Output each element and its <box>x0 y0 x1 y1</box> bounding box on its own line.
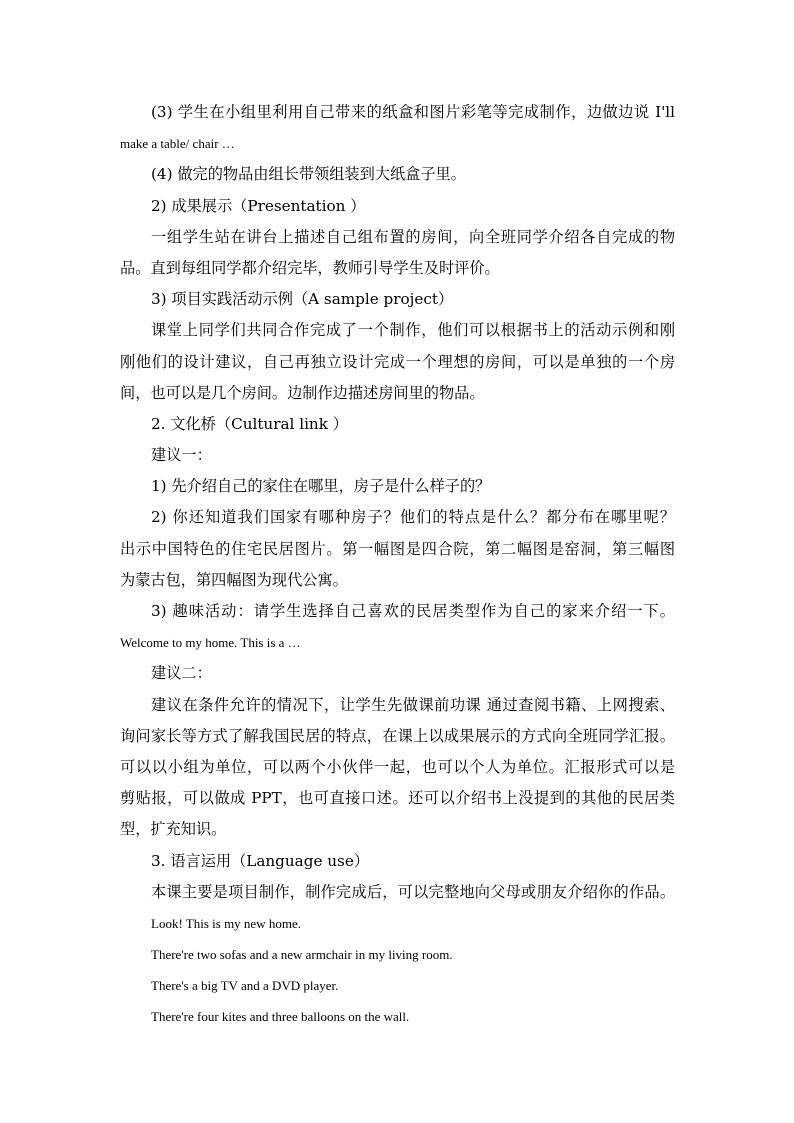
document-body <box>120 97 675 1033</box>
example-sentence: There're two sofas and a new armchair in my living room. <box>151 947 453 963</box>
paragraph-line: 为蒙古包，第四幅图为现代公寓。 <box>120 570 348 589</box>
example-sentence: There're four kites and three balloons on the wall. <box>151 1009 410 1025</box>
paragraph-line: 课堂上同学们共同合作完成了一个制作，他们可以根据书上的活动示例和刚 <box>151 321 675 340</box>
paragraph-line: 3) 趣味活动：请学生选择自己喜欢的民居类型作为自己的家来介绍一下。 <box>151 602 675 620</box>
paragraph-line: 可以以小组为单位，可以两个小伙伴一起，也可以个人为单位。汇报形式可以是 <box>120 757 675 776</box>
paragraph-line: 2) 你还知道我们国家有哪种房子？他们的特点是什么？都分布在哪里呢？ <box>151 508 675 527</box>
section-heading: 3. 语言运用（Language use） <box>151 851 370 870</box>
paragraph-line: Welcome to my home. This is a … <box>120 635 301 651</box>
section-heading: 2) 成果展示（Presentation ） <box>151 196 366 215</box>
example-sentence: There's a big TV and a DVD player. <box>151 978 339 994</box>
section-heading: 2. 文化桥（Cultural link ） <box>151 414 348 433</box>
paragraph-line: 询问家长等方式了解我国民居的特点，在课上以成果展示的方式向全班同学汇报。 <box>120 726 675 745</box>
paragraph-line: 型，扩充知识。 <box>120 820 227 839</box>
paragraph-line: 建议一： <box>151 446 212 465</box>
paragraph-line: 品。直到每组同学都介绍完毕，教师引导学生及时评价。 <box>120 258 500 277</box>
paragraph-line: 建议二： <box>151 664 212 683</box>
paragraph-line: (3) 学生在小组里利用自己带来的纸盒和图片彩笔等完成制作，边做边说 I'll <box>151 103 675 121</box>
paragraph-line: 一组学生站在讲台上描述自己组布置的房间，向全班同学介绍各自完成的物 <box>151 227 675 246</box>
paragraph-line: 本课主要是项目制作，制作完成后，可以完整地向父母或朋友介绍你的作品。 <box>151 882 675 901</box>
paragraph-line: 间，也可以是几个房间。边制作边描述房间里的物品。 <box>120 383 485 402</box>
paragraph-line: 1) 先介绍自己的家住在哪里，房子是什么样子的？ <box>151 477 491 496</box>
paragraph-line: 出示中国特色的住宅民居图片。第一幅图是四合院，第二幅图是窑洞，第三幅图 <box>120 539 675 558</box>
paragraph-line: 建议在条件允许的情况下，让学生先做课前功课 通过查阅书籍、上网搜索、 <box>151 695 675 714</box>
paragraph-line: make a table/ chair … <box>120 136 235 152</box>
example-sentence: Look! This is my new home. <box>151 915 301 931</box>
paragraph-line: 刚他们的设计建议，自己再独立设计完成一个理想的房间，可以是单独的一个房 <box>120 352 675 371</box>
paragraph-line: 剪贴报，可以做成 PPT，也可直接口述。还可以介绍书上没提到的其他的民居类 <box>120 789 675 808</box>
paragraph-line: (4) 做完的物品由组长带领组装到大纸盒子里。 <box>151 165 466 184</box>
section-heading: 3) 项目实践活动示例（A sample project） <box>151 290 454 309</box>
